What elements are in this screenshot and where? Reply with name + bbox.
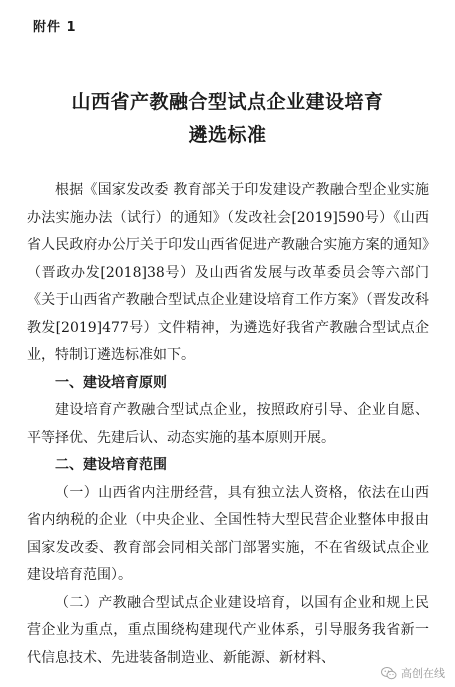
section1-paragraph: 建设培育产教融合型试点企业，按照政府引导、企业自愿、平等择优、先建后认、动态实施的基本原则开展。	[27, 402, 429, 446]
wechat-icon	[381, 667, 397, 680]
intro-paragraph: 根据《国家发改委 教育部关于印发建设产教融合型企业实施办法实施办法（试行）的通知》（发改社会[2019]590号）《山西省人民政府办公厅关于印发山西省促进产教融合实施方案的通知》（晋政办发[2018]38号）及山西省发展与改革委员会等六部门《关于山西省产教融合型试点企业建设培育工作方案》（晋发改科教发[2019]477号）文件精神，为遴选好我省产教融合型试点企业，特制订遴选标准如下。	[27, 182, 429, 363]
section2-heading: 二、建设培育范围	[55, 457, 167, 473]
section2-item2: （二）产教融合型试点企业建设培育，以国有企业和规上民营企业为重点，重点围绕构建现代产业体系，引导服务我省新一代信息技术、先进装备制造业、新能源、新材料、	[27, 594, 429, 666]
attachment-label: 附件 1	[33, 20, 77, 35]
watermark-text: 高创在线	[401, 667, 445, 680]
section1-heading: 一、建设培育原则	[55, 374, 167, 391]
document-title-line1: 山西省产教融合型试点企业建设培育	[71, 91, 384, 113]
section2-item1: （一）山西省内注册经营，具有独立法人资格，依法在山西省内纳税的企业（中央企业、全国性特大型民营企业整体申报由国家发改委、教育部会同相关部门部署实施，不在省级试点企业建设培育范围）。	[27, 484, 429, 583]
document-title-line2: 遴选标准	[188, 124, 267, 146]
document-body	[27, 177, 429, 672]
watermark	[381, 665, 445, 681]
